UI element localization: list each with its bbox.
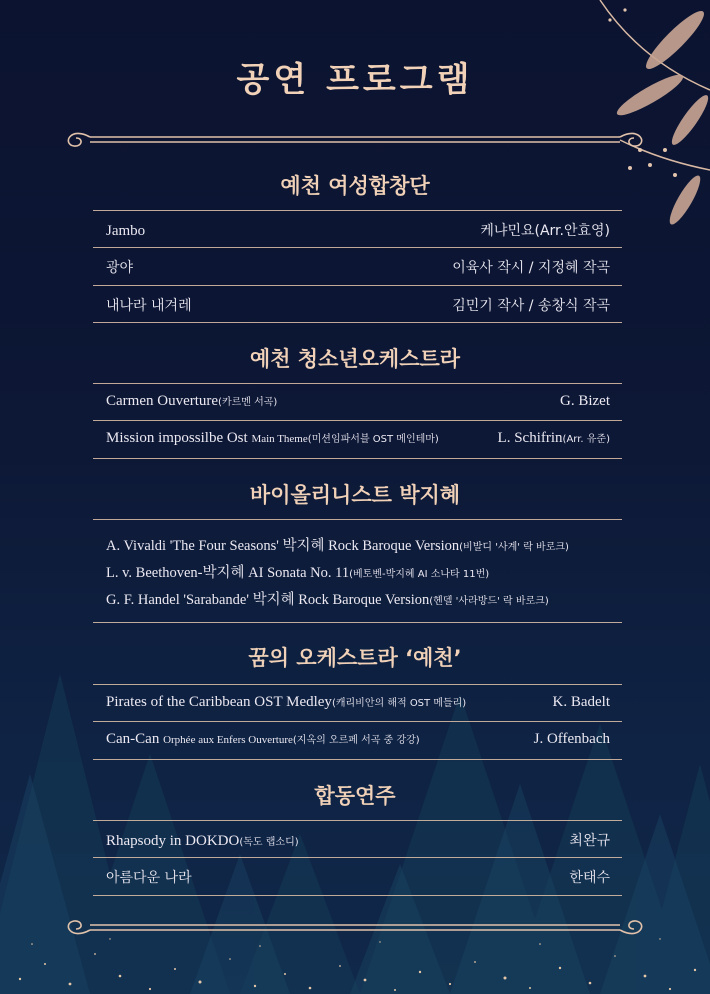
divider: [93, 820, 622, 821]
page-title: 공연 프로그램: [236, 60, 474, 100]
program-line: A. Vivaldi 'The Four Seasons' 박지혜 Rock Baroque Version(비발디 '사계' 락 바로크): [106, 538, 569, 554]
program-row: [106, 867, 610, 887]
divider: [93, 285, 622, 286]
program-row: [106, 694, 610, 711]
piece-title: 아름다운 나라: [106, 870, 192, 886]
program-row: [106, 731, 610, 748]
section-heading-dream-orchestra: 꿈의 오케스트라 ‘예천’: [248, 646, 462, 670]
program-row: [106, 430, 610, 447]
program-line: G. F. Handel 'Sarabande' 박지혜 Rock Baroque Version(헨델 '사라방드' 락 바로크): [106, 592, 549, 608]
divider: [93, 759, 622, 760]
composer: K. Badelt: [552, 694, 610, 710]
composer: L. Schifrin(Arr. 유준): [497, 430, 610, 446]
piece-title: Pirates of the Caribbean OST Medley(캐리비안의 해적 OST 메들리): [106, 694, 467, 710]
program-row: [106, 295, 610, 315]
program-row: [106, 220, 610, 240]
divider: [93, 322, 622, 323]
divider: [93, 721, 622, 722]
piece-title: Rhapsody in DOKDO(독도 랩소디): [106, 833, 299, 849]
composer: 최완규: [569, 833, 610, 849]
divider: [93, 622, 622, 623]
divider: [93, 383, 622, 384]
section-heading-youth-orchestra: 예천 청소년오케스트라: [249, 347, 461, 371]
piece-title: Can-Can Orphée aux Enfers Ouverture(지옥의 오르페 서곡 중 강강): [106, 731, 420, 747]
composer: 한태수: [569, 870, 610, 886]
divider: [93, 210, 622, 211]
section-heading-joint-performance: 합동연주: [314, 784, 396, 808]
divider: [93, 895, 622, 896]
piece-title: 광야: [106, 260, 134, 276]
program-row: [106, 830, 610, 850]
divider: [93, 247, 622, 248]
piece-title: Carmen Ouverture(카르멘 서곡): [106, 393, 278, 409]
composer: G. Bizet: [560, 393, 610, 409]
section-heading-womens-choir: 예천 여성합창단: [280, 174, 430, 198]
composer: 이육사 작시 / 지정혜 작곡: [452, 260, 610, 276]
composer: J. Offenbach: [533, 731, 610, 747]
composer: 김민기 작사 / 송창식 작곡: [452, 298, 610, 314]
composer: 케냐민요(Arr.안효영): [480, 223, 610, 239]
bottom-divider-ornament: [60, 912, 650, 944]
program-row: [106, 257, 610, 277]
divider: [93, 857, 622, 858]
program-line: L. v. Beethoven-박지혜 AI Sonata No. 11(베토벤-박지혜 AI 소나타 11번): [106, 565, 490, 581]
piece-title: 내나라 내겨레: [106, 298, 192, 314]
divider: [93, 420, 622, 421]
program-row: [106, 393, 610, 410]
section-heading-violinist: 바이올리니스트 박지혜: [249, 483, 461, 507]
top-divider-ornament: [60, 124, 650, 156]
piece-title: Jambo: [106, 223, 146, 239]
divider: [93, 519, 622, 520]
piece-title: Mission impossilbe Ost Main Theme(미션임파서블 OST 메인테마): [106, 430, 439, 446]
divider: [93, 684, 622, 685]
divider: [93, 458, 622, 459]
